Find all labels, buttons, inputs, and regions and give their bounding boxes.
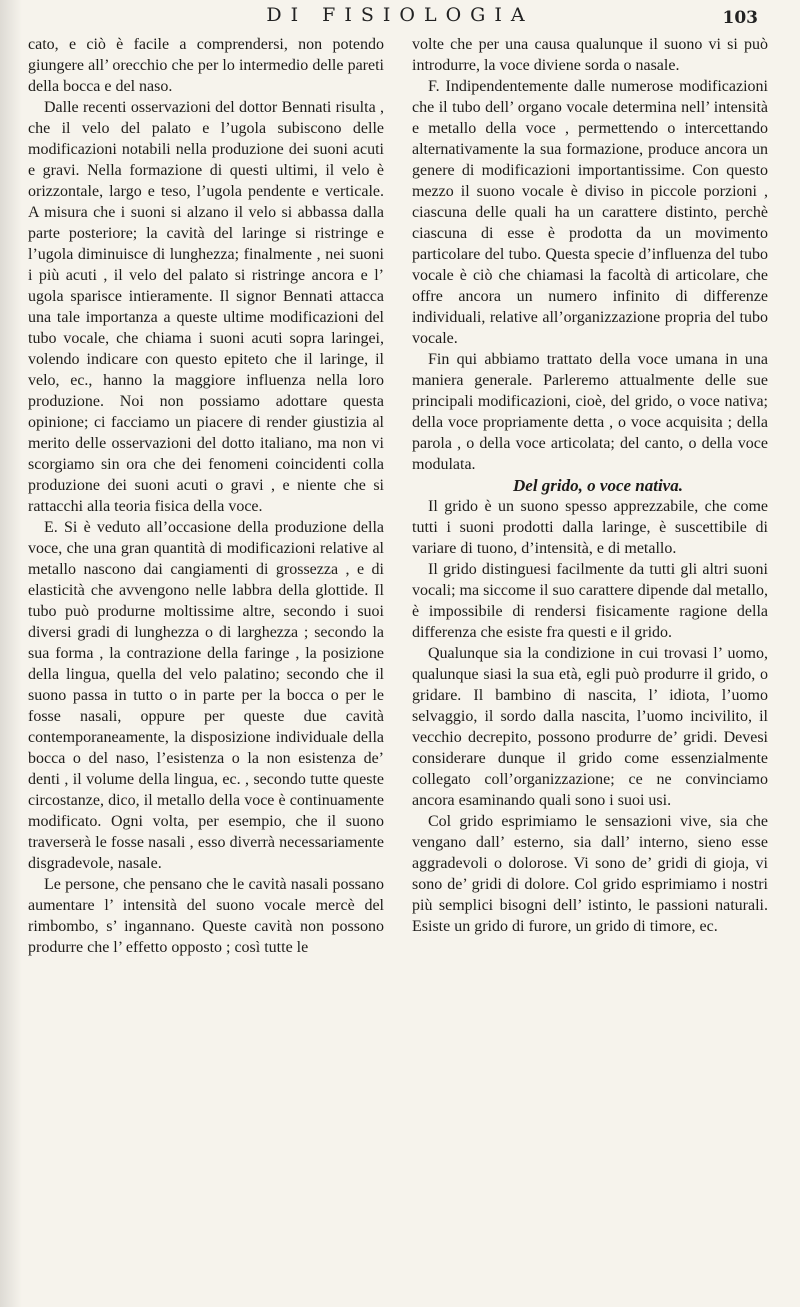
- paragraph: Qualunque sia la condizione in cui trovasi l’ uomo, qualunque siasi la sua età, egli può produrre il grido, o gridare. Il bambino di nascita, l’ idiota, l’uomo selvaggio, il sordo dalla nascita, l’uomo incivilito, il vecchio decrepito, possono produrre de’ gridi. Devesi considerare dunque il grido come essenzialmente collegato coll’organizzazione; ce ne convinciamo ancora esaminando quali sono i suoi usi.: [412, 645, 768, 809]
- paragraph: Col grido esprimiamo le sensazioni vive, sia che vengano dall’ esterno, sia dall’ interno, sieno esse aggradevoli o dolorose. Vi sono de’ gridi di gioja, vi sono de’ gridi di dolore. Col grido esprimiamo i nostri più semplici bisogni dell’ istinto, le passioni naturali. Esiste un grido di furore, un grido di timore, ec.: [412, 813, 768, 935]
- section-heading: Del grido, o voce nativa.: [513, 476, 683, 495]
- spine-shadow: [0, 0, 22, 1307]
- paragraph: cato, e ciò è facile a comprendersi, non potendo giungere all’ orecchio che per lo intermedio delle pareti della bocca e del naso.: [28, 36, 384, 95]
- paragraph: E. Si è veduto all’occasione della produzione della voce, che una gran quantità di modificazioni relative al metallo nascono dai cangiamenti di grossezza , e di elasticità che avvengono nelle labbra della glottide. Il tubo può produrne moltissime altre, secondo i suoi diversi gradi di lunghezza o di larghezza ; secondo la sua forma , la contrazione della faringe , la posizione della lingua, quella del velo palatino; secondo che il suono passa in tutto o in parte per la bocca o per le fosse nasali, oppure per queste due cavità contemporaneamente, la disposizione individuale della bocca o del naso, l’esistenza o la non esistenza de’ denti , il volume della lingua, ec. , secondo tutte queste circostanze, dico, il metallo della voce è continuamente modificato. Ogni volta, per esempio, che il suono traverserà le fosse nasali , esso diverrà necessariamente disgradevole, nasale.: [28, 519, 384, 872]
- paragraph: volte che per una causa qualunque il suono vi si può introdurre, la voce diviene sorda o nasale.: [412, 36, 768, 74]
- paragraph: Le persone, che pensano che le cavità nasali possano aumentare l’ intensità del suono vocale mercè del rimbombo, s’ ingannano. Queste cavità non possono produrre che l’ effetto opposto ; così tutte le: [28, 876, 384, 956]
- left-column: [28, 34, 384, 958]
- page-number: 103: [722, 8, 758, 28]
- paragraph: Il grido è un suono spesso apprezzabile, che come tutti i suoni prodotti dalla laringe, è suscettibile di variare di tuono, d’intensità, e di metallo.: [412, 498, 768, 557]
- right-column: [412, 34, 768, 937]
- running-title: DI FISIOLOGIA: [266, 4, 534, 26]
- paragraph: Fin qui abbiamo trattato della voce umana in una maniera generale. Parleremo attualmente delle sue principali modificazioni, cioè, del grido, o voce nativa; della voce propriamente detta , o voce acquisita ; della parola , o della voce articolata; del canto, o della voce modulata.: [412, 351, 768, 473]
- paragraph: F. Indipendentemente dalle numerose modificazioni che il tubo dell’ organo vocale determina nell’ intensità e metallo della voce , permettendo o intercettando alternativamente la sua formazione, produce ancora un genere di modificazioni importantissime. Con questo mezzo il suono vocale è diviso in piccole porzioni , ciascuna delle quali ha un carattere distinto, perchè ciascuna di esse è prodotta da un movimento particolare del tubo. Questa specie d’influenza del tubo vocale è ciò che chiamasi la facoltà di articolare, che offre ancora un numero infinito di differenze individuali, relative all’organizzazione propria del tubo vocale.: [412, 78, 768, 347]
- paragraph: Dalle recenti osservazioni del dottor Bennati risulta , che il velo del palato e l’ugola subiscono delle modificazioni notabili nella produzione dei suoni acuti e gravi. Nella formazione di questi ultimi, il velo è orizzontale, largo e teso, l’ugola pendente e verticale. A misura che i suoni si alzano il velo si abbassa dalla parte posteriore; la cavità del laringe si ristringe e l’ugola diminuisce di lunghezza; finalmente , nei suoni i più acuti , il velo del palato si ristringe ancora e l’ ugola sparisce intieramente. Il signor Bennati attacca una tale importanza a queste ultime modificazioni del tubo vocale, che chiama i suoni acuti sopra laringei, volendo indicare con questo epiteto che il laringe, il velo, ec., hanno la maggiore influenza nella loro produzione. Noi non possiamo adottare questa opinione; ci facciamo un piacere di render giustizia al merito delle osservazioni del dotto italiano, ma non vi scorgiamo sin ora che dei fenomeni coincidenti colla produzione dei suoni acuti o gravi , e niente che si rattacchi alla teoria fisica della voce.: [28, 99, 384, 515]
- paragraph: Il grido distinguesi facilmente da tutti gli altri suoni vocali; ma siccome il suo carattere dipende dal metallo, è impossibile di rendersi fisicamente ragione della differenza che esiste fra questi e il grido.: [412, 561, 768, 641]
